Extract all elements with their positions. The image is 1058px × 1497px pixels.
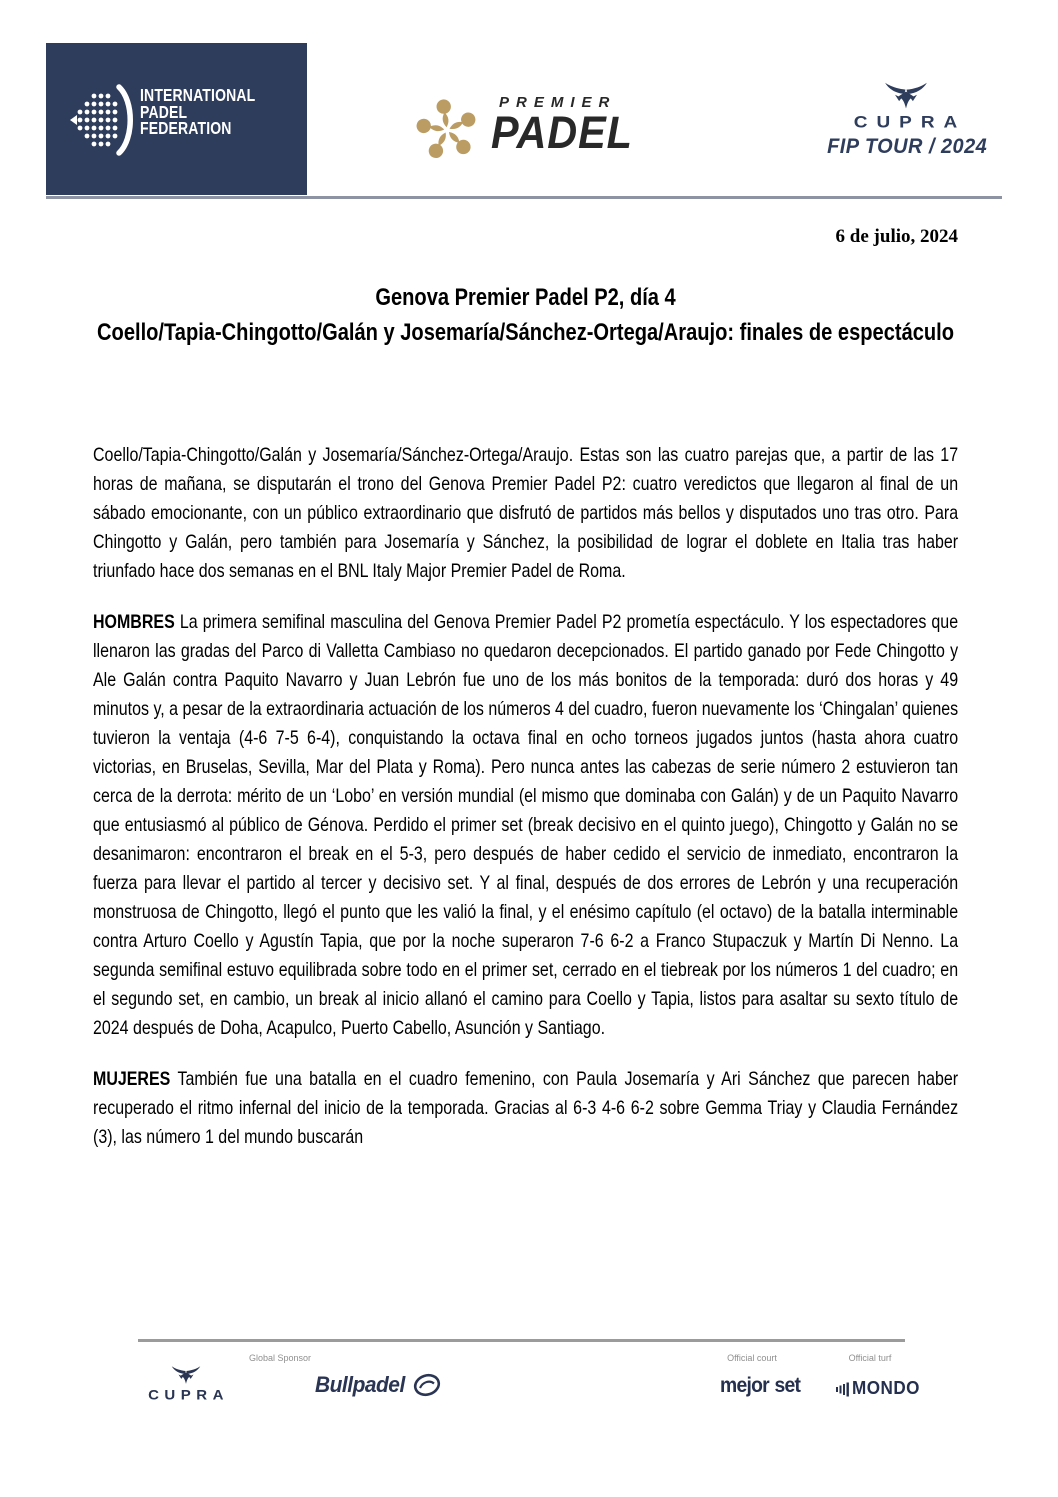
document-date: 6 de julio, 2024 bbox=[835, 226, 958, 247]
global-sponsor-label: Global Sponsor bbox=[248, 1353, 312, 1363]
page-title bbox=[93, 280, 958, 350]
bullpadel-emblem-icon bbox=[412, 1372, 442, 1398]
paragraph-mujeres bbox=[93, 1065, 958, 1152]
cupra-footer-wordmark: CUPRA bbox=[148, 1387, 229, 1404]
cupra-fip-tour-logo bbox=[823, 82, 988, 159]
paragraph-hombres bbox=[93, 608, 958, 1043]
paragraph-intro-text: Coello/Tapia-Chingotto/Galán y Josemaría/Sánchez-Ortega/Araujo. Estas son las cuatro parejas que, a partir de las 17 horas de mañana, se disputarán el trono del Genova Premier Padel P2: cuatro veredictos que llegaron al final de un sábado emocionante, con un público extraordinario que disfrutó de partidos más bellos y disputados uno tras otro. Para Chingotto y Galán, pero también para Josemaría y Sánchez, la posibilidad de lograr el doblete en Italia tras haber triunfado hace dos semanas en el BNL Italy Major Premier Padel de Roma. bbox=[93, 444, 959, 582]
official-court-label: Official court bbox=[727, 1353, 777, 1363]
mejorset-logo bbox=[720, 1374, 800, 1398]
mejorset-word1: mejor bbox=[720, 1374, 769, 1397]
ipf-logo bbox=[46, 43, 307, 195]
ipf-logo-text: INTERNATIONAL PADEL FEDERATION bbox=[140, 85, 256, 138]
header-divider bbox=[46, 196, 1002, 199]
paragraph-hombres-lead: HOMBRES bbox=[93, 611, 175, 633]
title-line-2: Coello/Tapia-Chingotto/Galán y Josemaría/Sánchez-Ortega/Araujo: finales de espectáculo bbox=[97, 319, 955, 346]
cupra-footer-logo bbox=[138, 1366, 234, 1404]
padel-wordmark: PADEL bbox=[491, 107, 633, 158]
title-line-1: Genova Premier Padel P2, día 4 bbox=[375, 284, 676, 311]
mejorset-word2: set bbox=[774, 1374, 801, 1397]
mondo-wordmark: MONDO bbox=[852, 1378, 920, 1398]
paragraph-hombres-text: La primera semifinal masculina del Genova Premier Padel P2 prometía espectáculo. Y los espectadores que llenaron las gradas del Parco di Valletta Cambiaso no quedaron decepcionados. El partido ganado por Fede Chingotto y Ale Galán contra Paquito Navarro y Juan Lebrón fue uno de los más bonitos de la temporada: duró dos horas y 49 minutos y, a pesar de la extraordinaria actuación de los números 4 del cuadro, fueron nuevamente los ‘Chingalan’ quienes tuvieron la ventaja (4-6 7-5 6-4), conquistando la octava final en ocho torneos jugados juntos (hasta ahora cuatro victorias, en Bruselas, Sevilla, Mar del Plata y Roma). Pero nunca antes las cabezas de serie número 2 estuvieron tan cerca de la derrota: mérito de un ‘Lobo’ en versión mundial (el mismo que dominaba con Galán) y de un Paquito Navarro que entusiasmó al público de Génova. Perdido el primer set (break decisivo en el quinto juego), Chingotto y Galán no se desanimaron: encontraron el break en el 5-3, pero después de haber cedido el servicio de inmediato, encontraron la fuerza para llevar el partido al tercer y decisivo set. Y al final, después de dos errores de Lebrón y una recuperación monstruosa de Chingotto, llegó el punto que les valió la final, y el enésimo capítulo (el octavo) de la batalla interminable contra Arturo Coello y Agustín Tapia, que por la noche superaron 7-6 6-2 a Franco Stupaczuk y Martín Di Nenno. La segunda semifinal estuvo equilibrada sobre todo en el primer set, cerrado en el tiebreak por los números 1 del cuadro; en el segundo set, en cambio, un break al inicio allanó el camino para Coello y Tapia, listos para asaltar su sexto título de 2024 después de Doha, Acapulco, Puerto Cabello, Asunción y Santiago. bbox=[93, 611, 959, 1039]
cupra-wordmark: CUPRA bbox=[853, 113, 967, 132]
fip-tour-wordmark: FIP TOUR / 2024 bbox=[827, 135, 988, 158]
official-turf-label: Official turf bbox=[848, 1353, 892, 1363]
bullpadel-logo bbox=[315, 1372, 442, 1398]
paragraph-mujeres-text: También fue una batalla en el cuadro femenino, con Paula Josemaría y Ari Sánchez que parecen haber recuperado el ritmo infernal del inicio de la temporada. Gracias al 6-3 4-6 6-2 sobre Gemma Triay y Claudia Fernández (3), las número 1 del mundo buscarán bbox=[93, 1068, 959, 1148]
paragraph-mujeres-lead: MUJERES bbox=[93, 1068, 171, 1090]
premier-padel-flower-icon bbox=[413, 96, 481, 164]
bullpadel-wordmark: Bullpadel bbox=[315, 1372, 405, 1397]
premier-wordmark: PREMIER bbox=[499, 94, 617, 111]
footer-divider bbox=[138, 1339, 905, 1342]
ipf-ball-icon bbox=[70, 83, 136, 157]
article-body bbox=[93, 441, 958, 1174]
mondo-logo bbox=[836, 1378, 924, 1399]
mondo-bars-icon bbox=[836, 1381, 850, 1397]
paragraph-intro bbox=[93, 441, 958, 586]
cupra-bull-icon bbox=[884, 82, 928, 112]
cupra-bull-footer-icon bbox=[171, 1366, 201, 1386]
